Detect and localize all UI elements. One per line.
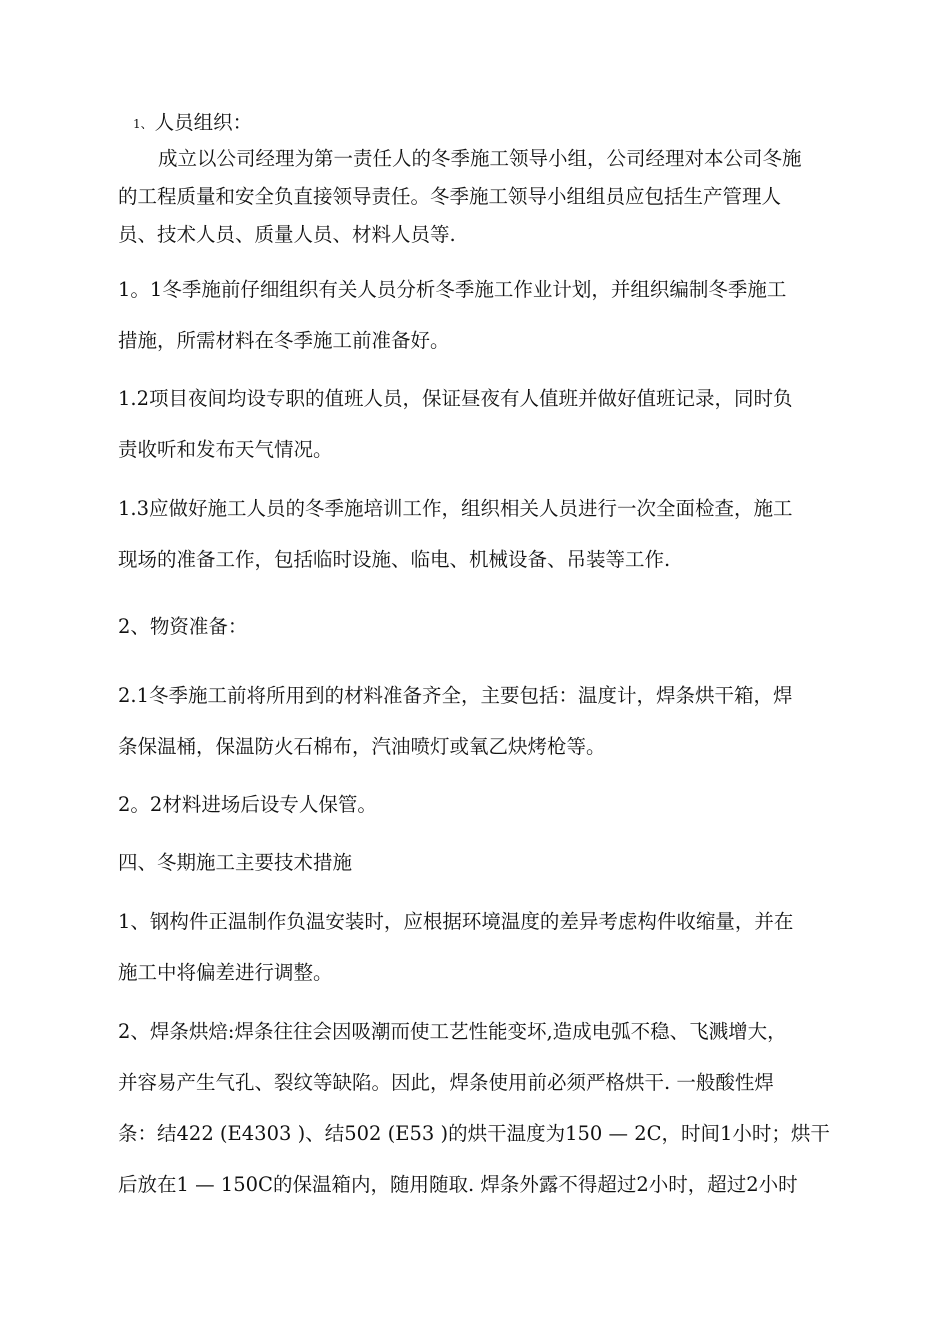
paragraph-line: 的工程质量和安全负直接领导责任。冬季施工领导小组组员应包括生产管理人 xyxy=(118,185,782,208)
section-heading xyxy=(133,110,893,138)
paragraph-line: 并容易产生气孔、裂纹等缺陷。因此，焊条使用前必须严格烘干. 一般酸性焊 xyxy=(118,1071,774,1094)
paragraph-line: 1。1冬季施前仔细组织有关人员分析冬季施工作业计划，并组织编制冬季施工 xyxy=(118,278,787,301)
paragraph-line: 现场的准备工作，包括临时设施、临电、机械设备、吊装等工作. xyxy=(118,548,671,571)
section-heading-number: 1、 xyxy=(133,117,153,131)
paragraph-line: 后放在1 — 150C的保温箱内，随用随取. 焊条外露不得超过2小时，超过2小时 xyxy=(118,1173,798,1196)
paragraph-line: 施工中将偏差进行调整。 xyxy=(118,961,333,984)
paragraph-line: 责收听和发布天气情况。 xyxy=(118,438,333,461)
paragraph-line: 措施，所需材料在冬季施工前准备好。 xyxy=(118,329,450,352)
paragraph-line: 条保温桶，保温防火石棉布，汽油喷灯或氧乙炔烤枪等。 xyxy=(118,735,606,758)
section-heading: 2、物资准备： xyxy=(118,615,248,638)
section-heading: 四、冬期施工主要技术措施 xyxy=(118,851,353,874)
paragraph-line: 成立以公司经理为第一责任人的冬季施工领导小组，公司经理对本公司冬施 xyxy=(158,147,802,170)
paragraph-line: 2.1冬季施工前将所用到的材料准备齐全，主要包括：温度计，焊条烘干箱，焊 xyxy=(118,684,793,707)
paragraph-line: 1.2项目夜间均设专职的值班人员，保证昼夜有人值班并做好值班记录，同时负 xyxy=(118,387,793,410)
paragraph-line: 1.3应做好施工人员的冬季施培训工作，组织相关人员进行一次全面检查，施工 xyxy=(118,497,793,520)
paragraph-line: 2。2材料进场后设专人保管。 xyxy=(118,793,377,816)
paragraph-line: 条：结422 (E4303 )、结502 (E53 )的烘干温度为150 — 2C，时间1小时；烘干 xyxy=(118,1122,830,1145)
section-heading-text: 人员组织： xyxy=(154,111,253,134)
paragraph-line: 1、钢构件正温制作负温安装时，应根据环境温度的差异考虑构件收缩量，并在 xyxy=(118,910,794,933)
paragraph-line: 员、技术人员、质量人员、材料人员等. xyxy=(118,223,456,246)
paragraph-line: 2、焊条烘焙:焊条往往会因吸潮而使工艺性能变坏,造成电弧不稳、飞溅增大， xyxy=(118,1020,787,1043)
